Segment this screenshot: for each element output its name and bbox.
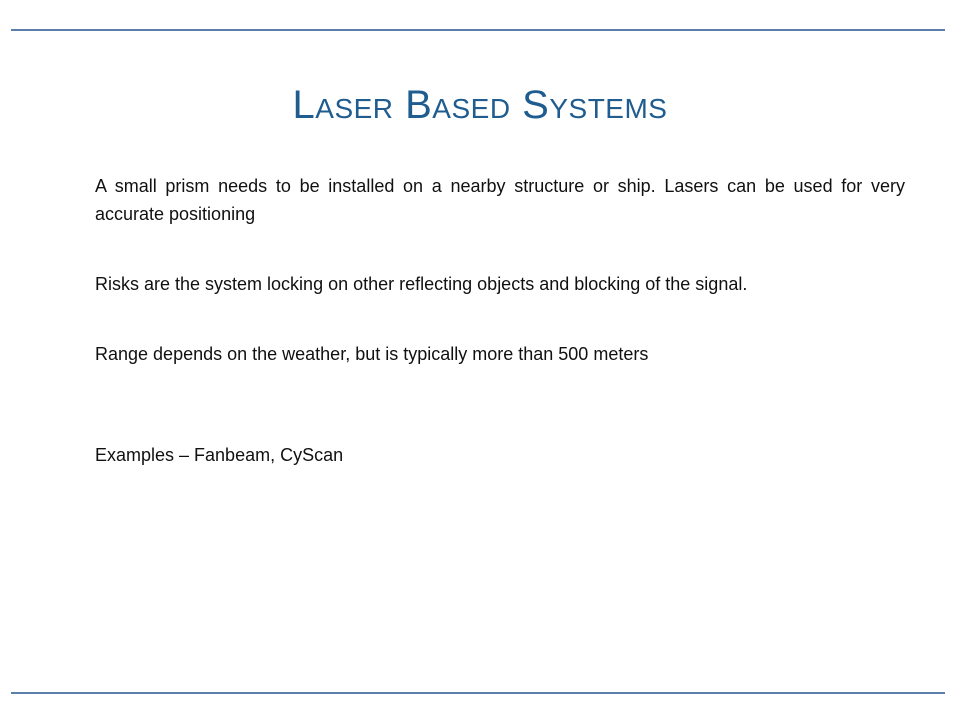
slide-title: Laser Based Systems: [292, 83, 668, 127]
top-divider: [11, 29, 945, 31]
paragraph-prism: [95, 172, 905, 228]
paragraph-examples: [95, 441, 905, 469]
paragraph-text: Risks are the system locking on other reflecting objects and blocking of the signal.: [95, 274, 748, 294]
paragraph-text: Range depends on the weather, but is typically more than 500 meters: [95, 344, 649, 364]
paragraph-text: Examples – Fanbeam, CyScan: [95, 445, 344, 465]
paragraph-range: [95, 340, 905, 368]
bottom-divider: [11, 692, 945, 694]
paragraph-text: A small prism needs to be installed on a nearby structure or ship. Lasers can be used for very accurate positioning: [95, 176, 905, 224]
paragraph-risks: [95, 270, 905, 298]
